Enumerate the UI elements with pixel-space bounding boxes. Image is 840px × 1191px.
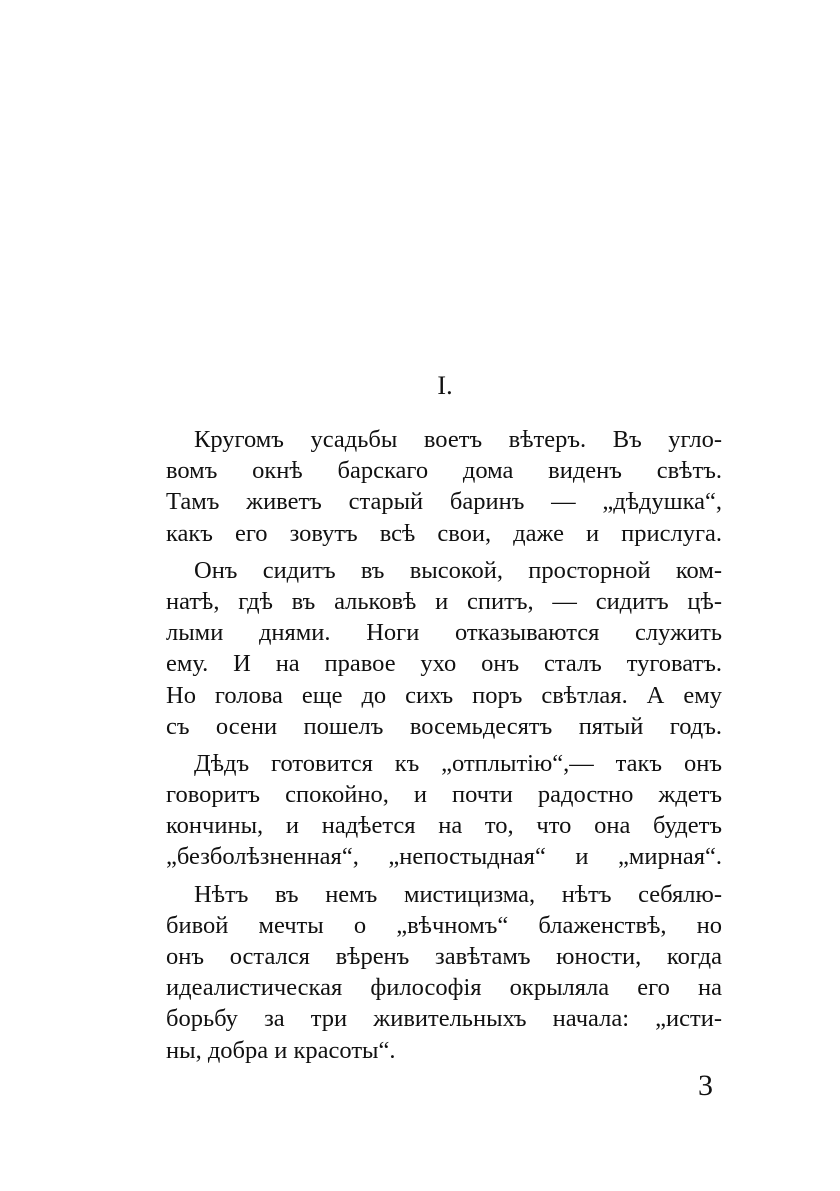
paragraph: [166, 748, 722, 873]
text-line: Дѣдъ готовится къ „отплытію“,— такъ онъ: [194, 749, 722, 777]
text-line: вомъ окнѣ барскаго дома виденъ свѣтъ.: [166, 457, 722, 485]
text-line: Онъ сидитъ въ высокой, просторной ком-: [194, 556, 722, 584]
text-line: съ осени пошелъ восемьдесятъ пятый годъ.: [166, 712, 722, 740]
body-text: [166, 424, 722, 1066]
paragraph: [166, 555, 722, 742]
text-line: какъ его зовутъ всѣ свои, даже и прислуга.: [166, 519, 722, 547]
text-line: идеалистическая философія окрыляла его на: [166, 974, 722, 1002]
page-number: 3: [698, 1069, 713, 1102]
text-line: ны, добра и красоты“.: [166, 1036, 396, 1064]
text-line: натѣ, гдѣ въ альковѣ и спитъ, — сидитъ цѣ-: [166, 587, 722, 615]
text-line: Нѣтъ въ немъ мистицизма, нѣтъ себялю-: [194, 880, 722, 908]
text-line: Тамъ живетъ старый баринъ — „дѣдушка“,: [166, 488, 722, 516]
text-line: лыми днями. Ноги отказываются служить: [166, 619, 722, 647]
text-line: онъ остался вѣренъ завѣтамъ юности, когда: [166, 943, 722, 970]
text-line: Но голова еще до сихъ поръ свѣтлая. А ему: [166, 681, 722, 709]
text-line: Кругомъ усадьбы воетъ вѣтеръ. Въ угло-: [194, 426, 722, 453]
text-line: говоритъ спокойно, и почти радостно ждетъ: [166, 781, 722, 809]
text-line: ему. И на правое ухо онъ сталъ туговатъ.: [166, 650, 722, 678]
paragraph: [166, 879, 722, 1066]
text-line: „безболѣзненная“, „непостыдная“ и „мирная“.: [166, 843, 722, 871]
chapter-heading: I.: [437, 371, 453, 400]
text-line: кончины, и надѣется на то, что она будетъ: [166, 812, 722, 840]
text-line: борьбу за три живительныхъ начала: „исти-: [166, 1005, 722, 1033]
text-line: бивой мечты о „вѣчномъ“ блаженствѣ, но: [166, 911, 722, 939]
paragraph: [166, 424, 722, 549]
